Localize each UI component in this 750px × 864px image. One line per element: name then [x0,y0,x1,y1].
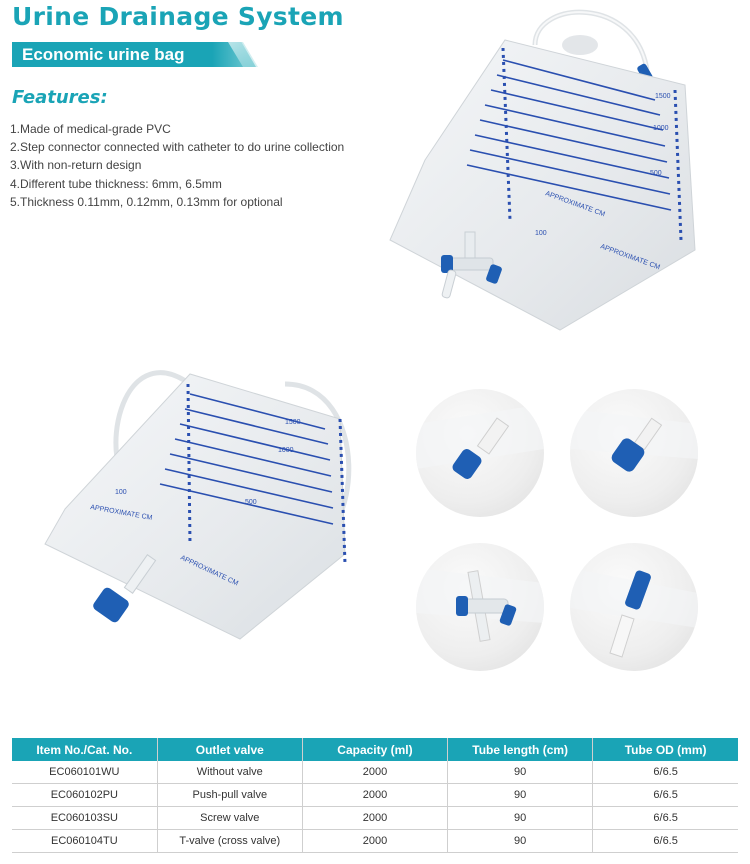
table-cell: 6/6.5 [593,784,738,807]
table-cell: EC060103SU [12,807,157,830]
spec-table [12,738,738,853]
bag-mark: 100 [115,489,127,496]
table-cell: Push-pull valve [157,784,302,807]
bag-scale-label: APPROXIMATE CM [179,554,240,588]
cap-connector-image [570,543,698,671]
detail-screw-valve [570,389,698,517]
page-title: Urine Drainage System [12,2,344,31]
table-cell: 6/6.5 [593,807,738,830]
table-cell: 6/6.5 [593,830,738,853]
table-cell: 90 [448,761,593,784]
screw-valve-image [570,389,698,517]
bag-scale-label: APPROXIMATE CM [89,504,153,522]
col-header-item-no: Item No./Cat. No. [12,738,157,761]
bag-mark: 1500 [285,419,301,426]
feature-item: 5.Thickness 0.11mm, 0.12mm, 0.13mm for optional [10,194,283,209]
detail-cap-connector [570,543,698,671]
table-cell: 2000 [302,807,447,830]
detail-t-valve [416,543,544,671]
urine-bag-photo-main [385,0,703,332]
bag-mark: 500 [650,170,662,177]
table-row [12,784,738,807]
urine-bag-photo-screw [40,344,375,646]
feature-item: 2.Step connector connected with catheter to do urine collection [10,140,345,155]
feature-item: 3.With non-return design [10,158,142,173]
table-cell: 90 [448,784,593,807]
bag-mark: 1000 [653,125,669,132]
col-header-tube-od: Tube OD (mm) [593,738,738,761]
table-cell: EC060104TU [12,830,157,853]
table-row [12,761,738,784]
urine-bag-image [40,344,375,646]
table-cell: 2000 [302,784,447,807]
push-pull-valve-image [416,389,544,517]
bag-mark: 1500 [655,93,671,100]
table-row [12,807,738,830]
bag-scale-label: APPROXIMATE CM [599,243,661,272]
bag-mark: 1000 [278,447,294,454]
t-valve-image [416,543,544,671]
table-cell: 6/6.5 [593,761,738,784]
table-header-row [12,738,738,761]
col-header-capacity: Capacity (ml) [302,738,447,761]
table-row [12,830,738,853]
table-cell: T-valve (cross valve) [157,830,302,853]
features-list [10,120,344,211]
feature-item: 1.Made of medical-grade PVC [10,122,171,136]
table-cell: 2000 [302,830,447,853]
table-cell: 90 [448,830,593,853]
subtitle-text: Economic urine bag [22,45,185,64]
bag-scale-label: APPROXIMATE CM [544,190,606,219]
table-cell: EC060102PU [12,784,157,807]
table-cell: 2000 [302,761,447,784]
bag-mark: 100 [535,230,547,237]
table-cell: Without valve [157,761,302,784]
detail-push-pull-valve [416,389,544,517]
feature-item: 4.Different tube thickness: 6mm, 6.5mm [10,176,222,191]
col-header-tube-length: Tube length (cm) [448,738,593,761]
table-cell: EC060101WU [12,761,157,784]
table-cell: 90 [448,807,593,830]
urine-bag-image [385,0,703,332]
bag-mark: 500 [245,499,257,506]
col-header-outlet-valve: Outlet valve [157,738,302,761]
table-cell: Screw valve [157,807,302,830]
features-heading: Features: [12,87,108,108]
